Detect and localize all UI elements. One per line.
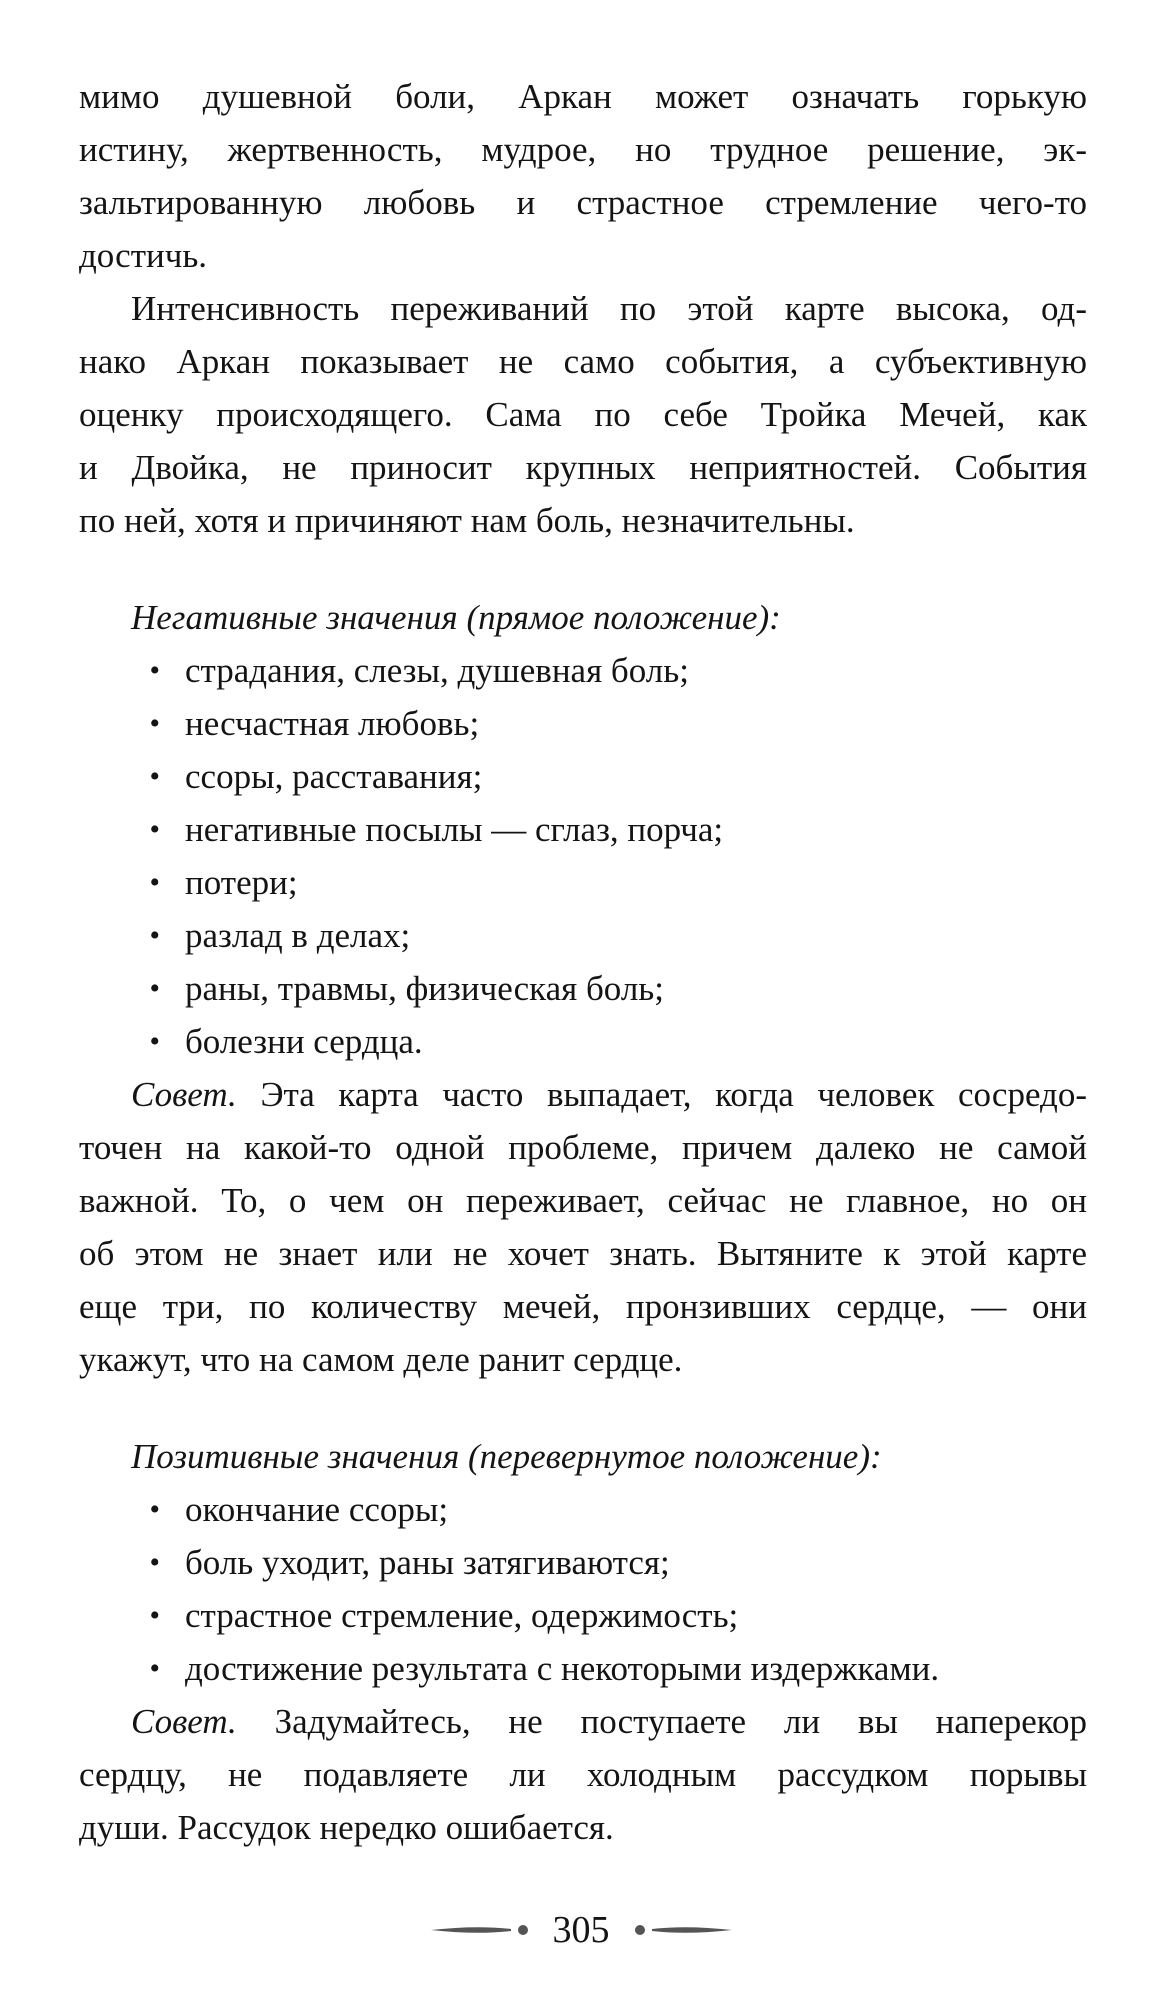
list-item-text: страдания, слезы, душевная боль; [185, 651, 689, 690]
text-line: нако Аркан показывает не само события, а субъективную [79, 342, 1087, 381]
right-ornament-icon [632, 1920, 732, 1940]
list-item-text: боль уходит, раны затягиваются; [185, 1543, 670, 1582]
list-item [79, 697, 1087, 750]
text-line: точен на какой-то одной проблеме, причем далеко не самой [79, 1128, 1087, 1167]
list-item-text: достижение результата с некоторыми издержками. [185, 1649, 940, 1688]
negative-advice [79, 1068, 1087, 1386]
paragraph-2 [79, 282, 1087, 547]
list-item-text: разлад в делах; [185, 916, 411, 955]
advice-text: Задумайтесь, не поступаете ли вы наперекор [274, 1702, 1088, 1741]
bullet-icon: • [149, 919, 160, 952]
text-line: по ней, хотя и причиняют нам боль, незначительны. [79, 501, 855, 540]
paragraph-1 [79, 70, 1087, 282]
positive-section [79, 1430, 1087, 1854]
page-body [79, 70, 1087, 1854]
text-line: достичь. [79, 236, 208, 275]
text-line: сердцу, не подавляете ли холодным рассудком порывы [79, 1755, 1087, 1794]
bullet-icon: • [149, 1599, 160, 1632]
text-line: еще три, по количеству мечей, пронзивших сердце, — они [79, 1287, 1087, 1326]
list-item [79, 1589, 1087, 1642]
bullet-icon: • [149, 1546, 160, 1579]
negative-heading: Негативные значения (прямое положение): [131, 598, 781, 637]
text-line: об этом не знает или не хочет знать. Вытяните к этой карте [79, 1234, 1087, 1273]
list-item-text: негативные посылы — сглаз, порча; [185, 810, 724, 849]
list-item-text: страстное стремление, одержимость; [185, 1596, 739, 1635]
bullet-icon: • [149, 866, 160, 899]
advice-label: Совет. [131, 1702, 237, 1741]
bullet-icon: • [149, 654, 160, 687]
text-line: истину, жертвенность, мудрое, но трудное решение, эк- [79, 130, 1087, 169]
list-item-text: несчастная любовь; [185, 704, 480, 743]
text-line: важной. То, о чем он переживает, сейчас не главное, но он [79, 1181, 1087, 1220]
list-item [79, 856, 1087, 909]
bullet-icon: • [149, 1025, 160, 1058]
list-item-text: ссоры, расставания; [185, 757, 483, 796]
list-item [79, 1536, 1087, 1589]
text-line: мимо душевной боли, Аркан может означать горькую [79, 77, 1087, 116]
list-item-text: окончание ссоры; [185, 1490, 449, 1529]
text-line [79, 1695, 1087, 1748]
positive-heading: Позитивные значения (перевернутое положение): [131, 1437, 882, 1476]
bullet-icon: • [149, 707, 160, 740]
list-item [79, 1483, 1087, 1536]
list-item-text: болезни сердца. [185, 1022, 423, 1061]
bullet-icon: • [149, 1493, 160, 1526]
text-line [79, 1068, 1087, 1121]
list-item [79, 803, 1087, 856]
page-number: 305 [552, 1909, 610, 1951]
text-line: зальтированную любовь и страстное стремление чего-то [79, 183, 1087, 222]
list-item [79, 1642, 1087, 1695]
page-footer [0, 1908, 1162, 1952]
list-item [79, 750, 1087, 803]
negative-list [79, 644, 1087, 1068]
positive-advice [79, 1695, 1087, 1854]
text-line: и Двойка, не приносит крупных неприятностей. События [79, 448, 1087, 487]
advice-text: Эта карта часто выпадает, когда человек сосредо- [260, 1075, 1087, 1114]
negative-section [79, 591, 1087, 1386]
list-item [79, 1015, 1087, 1068]
left-ornament-icon [431, 1920, 531, 1940]
list-item [79, 909, 1087, 962]
advice-label: Совет. [131, 1075, 237, 1114]
list-item [79, 962, 1087, 1015]
list-item-text: раны, травмы, физическая боль; [185, 969, 664, 1008]
text-line: Интенсивность переживаний по этой карте высока, од- [131, 289, 1087, 328]
bullet-icon: • [149, 972, 160, 1005]
bullet-icon: • [149, 760, 160, 793]
text-line: оценку происходящего. Сама по себе Тройка Мечей, как [79, 395, 1087, 434]
list-item [79, 644, 1087, 697]
text-line: души. Рассудок нередко ошибается. [79, 1808, 614, 1847]
text-line: укажут, что на самом деле ранит сердце. [79, 1340, 683, 1379]
bullet-icon: • [149, 813, 160, 846]
positive-list [79, 1483, 1087, 1695]
list-item-text: потери; [185, 863, 298, 902]
bullet-icon: • [149, 1652, 160, 1685]
